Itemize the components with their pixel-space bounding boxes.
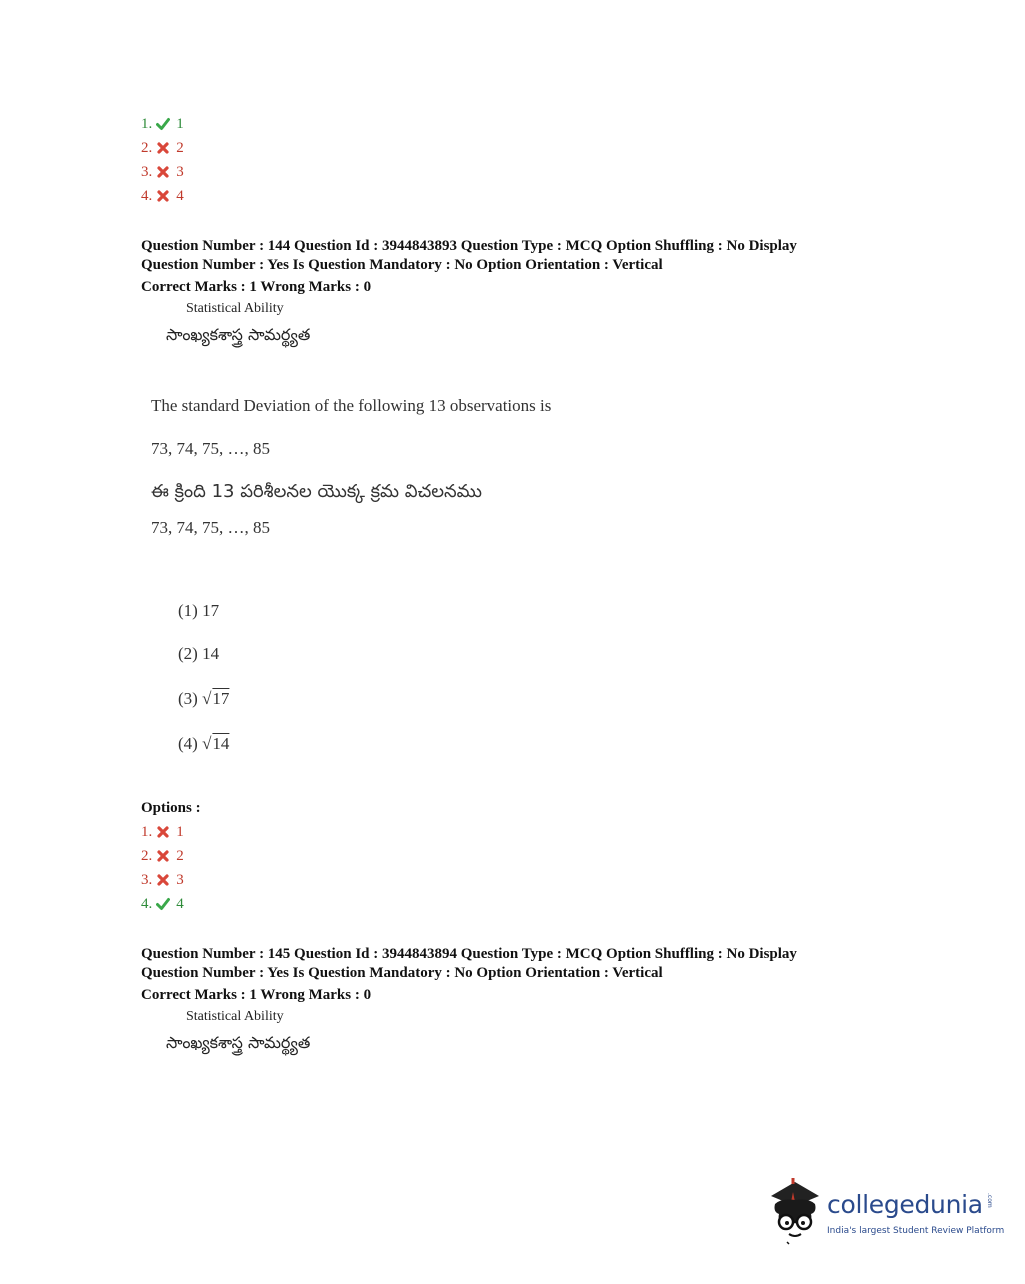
question-series-english: 73, 74, 75, …, 85: [151, 439, 270, 458]
answer-choice: [178, 601, 219, 621]
option-row: [141, 136, 184, 160]
choice-value: 17: [202, 601, 220, 620]
question-meta-line: Question Number : 145 Question Id : 3944843894 Question Type : MCQ Option Shuffling : No Display: [141, 946, 797, 962]
question-144-options-list: [141, 820, 184, 916]
cross-icon: [156, 873, 170, 887]
question-text-english: The standard Deviation of the following 13 observations is: [151, 396, 552, 415]
section-title-english: Statistical Ability: [186, 1009, 284, 1024]
option-row: [141, 892, 184, 916]
option-number: 4.: [141, 896, 153, 912]
cross-icon: [156, 141, 170, 155]
option-row: [141, 868, 184, 892]
cross-icon: [156, 165, 170, 179]
square-root: [202, 734, 229, 754]
question-meta-line: Question Number : Yes Is Question Mandatory : No Option Orientation : Vertical: [141, 965, 663, 981]
marks-line: Correct Marks : 1 Wrong Marks : 0: [141, 279, 372, 295]
logo-wordmark: collegedunia: [827, 1190, 983, 1219]
answer-choice: [178, 734, 229, 754]
option-number: 1.: [141, 116, 153, 132]
section-title-telugu: సాంఖ్యకశాస్త్ర సామర్థ్యత: [166, 325, 311, 344]
check-icon: [156, 897, 170, 911]
question-meta-line: Question Number : 144 Question Id : 3944843893 Question Type : MCQ Option Shuffling : No Display: [141, 238, 797, 254]
option-number: 3.: [141, 872, 153, 888]
previous-options-list: [141, 112, 184, 208]
options-heading: Options :: [141, 800, 201, 816]
section-title-telugu: సాంఖ్యకశాస్త్ర సామర్థ్యత: [166, 1033, 311, 1052]
question-series-telugu: 73, 74, 75, …, 85: [151, 518, 270, 537]
choice-value: 17: [212, 689, 230, 708]
question-145-meta: [141, 945, 901, 1005]
option-row: [141, 820, 184, 844]
cross-icon: [156, 849, 170, 863]
section-title-english: Statistical Ability: [186, 301, 284, 316]
choice-value: 14: [212, 734, 230, 753]
option-row: [141, 160, 184, 184]
option-value: 1: [176, 116, 184, 132]
option-number: 1.: [141, 824, 153, 840]
option-number: 2.: [141, 140, 153, 156]
answer-choice: [178, 689, 229, 709]
choice-value: 14: [202, 644, 220, 663]
choice-label: (2): [178, 644, 198, 663]
logo-com: .com: [986, 1193, 993, 1208]
option-value: 3: [176, 164, 184, 180]
square-root: [202, 689, 229, 709]
question-144-meta: [141, 237, 901, 297]
option-value: 4: [176, 896, 184, 912]
option-row: [141, 844, 184, 868]
choice-label: (4): [178, 734, 198, 753]
choice-label: (3): [178, 689, 198, 708]
cross-icon: [156, 189, 170, 203]
option-number: 3.: [141, 164, 153, 180]
option-row: [141, 184, 184, 208]
marks-line: Correct Marks : 1 Wrong Marks : 0: [141, 987, 372, 1003]
option-row: [141, 112, 184, 136]
collegedunia-logo: [765, 1178, 1005, 1248]
choice-label: (1): [178, 601, 198, 620]
cross-icon: [156, 825, 170, 839]
sqrt-symbol: √: [202, 734, 212, 753]
mascot-icon: [765, 1178, 825, 1246]
option-value: 1: [176, 824, 184, 840]
sqrt-symbol: √: [202, 689, 212, 708]
option-value: 2: [176, 848, 184, 864]
option-number: 4.: [141, 188, 153, 204]
option-value: 3: [176, 872, 184, 888]
logo-tagline: India's largest Student Review Platform: [827, 1226, 1005, 1236]
option-value: 4: [176, 188, 184, 204]
option-number: 2.: [141, 848, 153, 864]
check-icon: [156, 117, 170, 131]
question-text-telugu: ఈ క్రింది 13 పరిశీలనల యొక్క క్రమ విచలనము: [151, 481, 482, 502]
question-meta-line: Question Number : Yes Is Question Mandatory : No Option Orientation : Vertical: [141, 257, 663, 273]
option-value: 2: [176, 140, 184, 156]
answer-choice: [178, 644, 219, 664]
